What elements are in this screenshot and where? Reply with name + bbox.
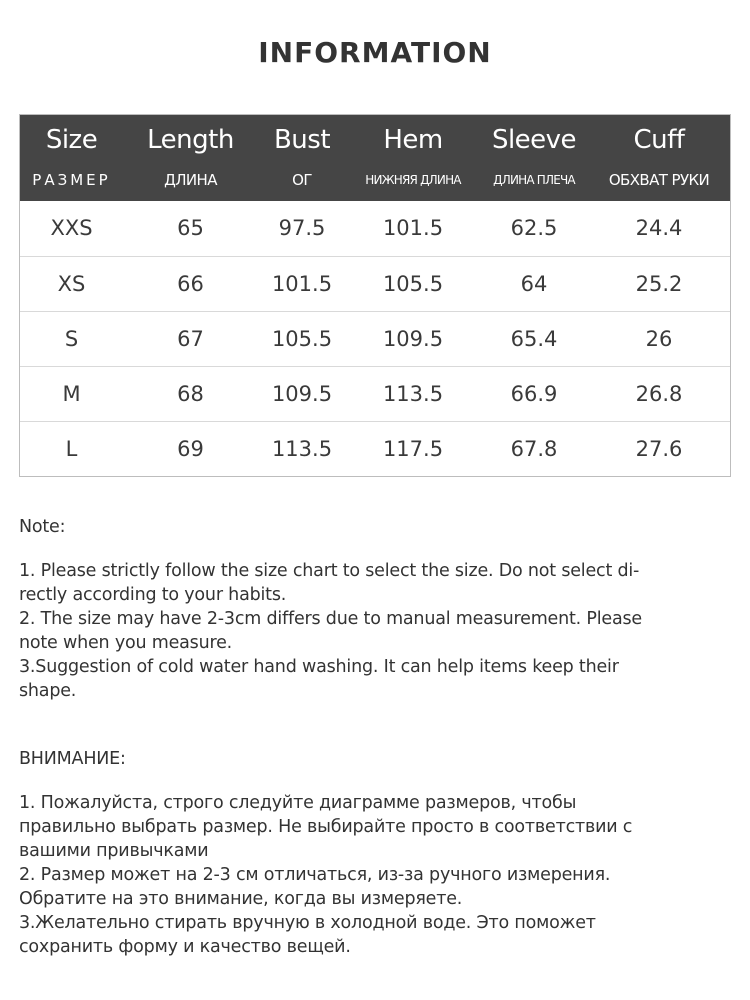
cell-size: S — [64, 327, 79, 351]
note-line: 2. The size may have 2-3cm differs due to manual measurement. Please — [19, 609, 642, 629]
size-chart-table — [19, 114, 731, 477]
cell-bust: 105.5 — [271, 327, 333, 351]
cell-length: 68 — [177, 382, 204, 406]
note-line: shape. — [19, 681, 77, 701]
note-line: 1. Please strictly follow the size chart to select the size. Do not select di- — [19, 561, 640, 581]
attention-line: 3.Желательно стирать вручную в холодной воде. Это поможет — [19, 913, 596, 933]
header-label-en: Sleeve — [491, 125, 577, 155]
header-label-ru: НИЖНЯЯ ДЛИНА — [365, 173, 461, 187]
note-line: rectly according to your habits. — [19, 585, 287, 605]
attention-line: вашими привычками — [19, 841, 209, 861]
cell-sleeve: 65.4 — [510, 327, 558, 351]
header-bust — [258, 115, 346, 201]
header-label-en: Hem — [383, 125, 443, 155]
cell-sleeve: 66.9 — [510, 382, 558, 406]
cell-sleeve: 67.8 — [510, 437, 558, 461]
header-cuff — [588, 115, 730, 201]
attention-line: 2. Размер может на 2-3 см отличаться, из-за ручного измерения. — [19, 865, 611, 885]
header-label-ru: ДЛИНА ПЛЕЧА — [493, 173, 575, 187]
attention-line: сохранить форму и качество вещей. — [19, 937, 351, 957]
cell-size: M — [62, 382, 81, 406]
header-label-ru: РАЗМЕР — [32, 171, 111, 189]
table-row — [20, 256, 730, 311]
cell-size: XS — [57, 272, 86, 296]
table-row — [20, 201, 730, 256]
cell-sleeve: 64 — [520, 272, 548, 296]
attention-line: Обратите на это внимание, когда вы измеряете. — [19, 889, 463, 909]
header-label-en: Size — [45, 125, 98, 155]
cell-cuff: 25.2 — [635, 272, 683, 296]
header-size — [20, 115, 123, 201]
cell-bust: 113.5 — [271, 437, 333, 461]
attention-heading: ВНИМАНИЕ: — [19, 749, 126, 769]
cell-bust: 101.5 — [271, 272, 333, 296]
header-label-en: Length — [147, 125, 234, 155]
table-row — [20, 366, 730, 421]
attention-line: 1. Пожалуйста, строго следуйте диаграмме размеров, чтобы — [19, 793, 577, 813]
table-body — [20, 201, 730, 476]
header-label-en: Cuff — [633, 125, 685, 155]
cell-length: 65 — [177, 216, 204, 240]
page-title: INFORMATION — [258, 36, 492, 69]
cell-bust: 97.5 — [278, 216, 326, 240]
cell-hem: 101.5 — [382, 216, 444, 240]
note-heading: Note: — [19, 517, 66, 537]
cell-length: 69 — [177, 437, 204, 461]
cell-sleeve: 62.5 — [510, 216, 558, 240]
header-sleeve — [480, 115, 588, 201]
cell-hem: 113.5 — [382, 382, 444, 406]
header-label-ru: ДЛИНА — [164, 171, 217, 189]
header-label-ru: ОБХВАТ РУКИ — [608, 171, 710, 189]
cell-bust: 109.5 — [271, 382, 333, 406]
attention-line: правильно выбрать размер. Не выбирайте просто в соответствии с — [19, 817, 633, 837]
header-hem — [346, 115, 480, 201]
cell-size: L — [65, 437, 78, 461]
cell-hem: 109.5 — [382, 327, 444, 351]
header-label-en: Bust — [273, 125, 331, 155]
cell-cuff: 26 — [645, 327, 673, 351]
cell-hem: 105.5 — [382, 272, 444, 296]
note-line: 3.Suggestion of cold water hand washing. It can help items keep their — [19, 657, 619, 677]
table-header — [20, 115, 730, 201]
notes-section — [19, 515, 731, 959]
note-line: note when you measure. — [19, 633, 233, 653]
cell-cuff: 27.6 — [635, 437, 683, 461]
cell-hem: 117.5 — [382, 437, 444, 461]
table-row — [20, 311, 730, 366]
table-row — [20, 421, 730, 476]
cell-length: 66 — [177, 272, 204, 296]
cell-cuff: 26.8 — [635, 382, 683, 406]
cell-length: 67 — [177, 327, 204, 351]
cell-size: XXS — [50, 216, 93, 240]
header-length — [123, 115, 258, 201]
header-label-ru: ОГ — [292, 171, 312, 189]
cell-cuff: 24.4 — [635, 216, 683, 240]
